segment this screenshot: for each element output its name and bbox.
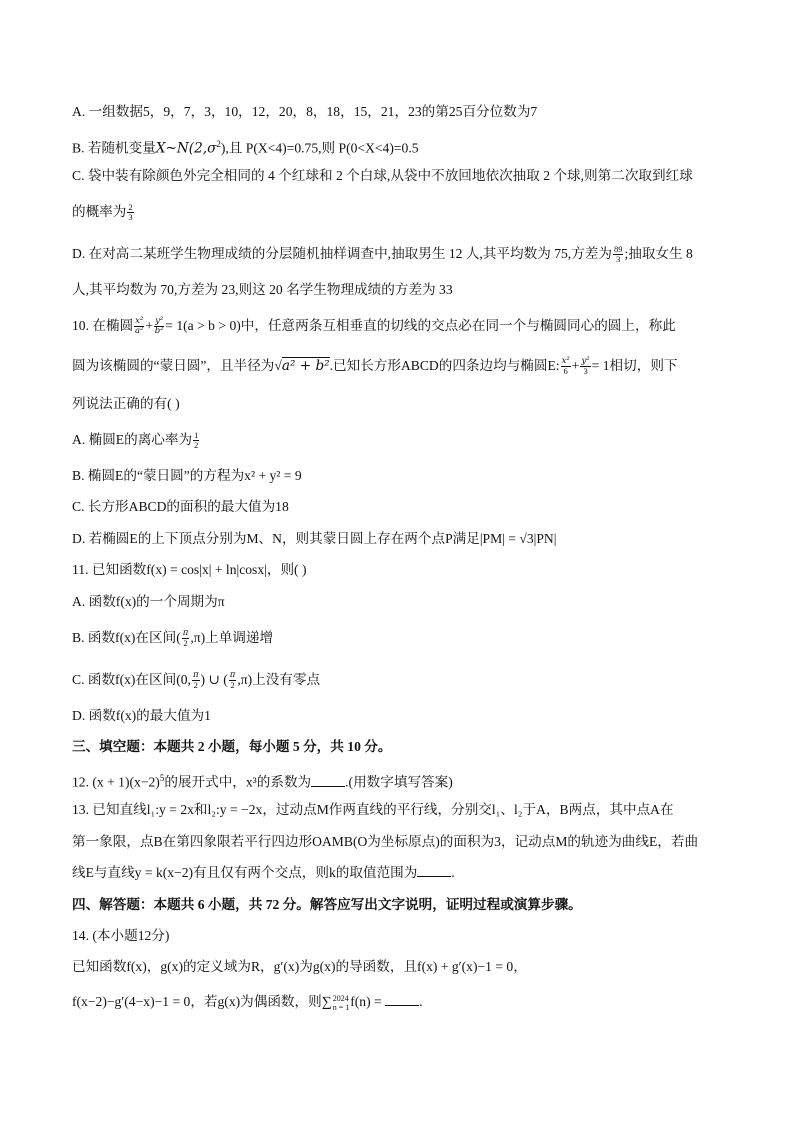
q13-text1: 13. 已知直线l₁:y = 2x和l₂:y = −2x，过动点M作两直线的平行线，分别交l₁、l₂于A，B两点，其中点A在 bbox=[72, 802, 674, 817]
summation-limits bbox=[333, 994, 350, 1012]
q11-option-c-fraction2 bbox=[229, 671, 237, 690]
q13-line1 bbox=[72, 800, 734, 820]
q9-option-b-text: B. 若随机变量 bbox=[72, 140, 156, 156]
summation-lower-limit: n = 1 bbox=[332, 1002, 350, 1012]
q11-option-c bbox=[72, 670, 734, 690]
q10-ellipse-frac2 bbox=[580, 357, 590, 376]
q14-line2 bbox=[72, 992, 734, 1013]
q12-text: 的展开式中，x³的系数为 bbox=[164, 774, 312, 790]
q10-stem-text2: 圆为该椭圆的“蒙日圆”，且半径为 bbox=[72, 358, 275, 373]
section-4-text: 四、解答题：本题共 6 小题，共 72 分。解答应写出文字说明，证明过程或演算步骤。 bbox=[72, 897, 582, 912]
fraction-denominator: b bbox=[154, 326, 161, 337]
q10-option-b-text: B. 椭圆E的“蒙日圆”的方程为x² + y² = 9 bbox=[72, 468, 302, 483]
q14-line1 bbox=[72, 957, 734, 977]
q12-expression: 12. (x + 1)(x−2) bbox=[72, 774, 160, 790]
q9-option-c-text: C. 袋中装有除颜色外完全相同的 4 个红球和 2 个白球,从袋中不放回地依次抽取 2 个球,则第二次取到红球 bbox=[72, 168, 693, 183]
q11-option-b-rest: ,π)上单调递增 bbox=[190, 630, 274, 645]
q14-text2: f(x−2)−g′(4−x)−1 = 0，若g(x)为偶函数，则 bbox=[72, 994, 322, 1009]
fraction-numerator: 1 bbox=[194, 430, 199, 441]
section-3-text: 三、填空题：本题共 2 小题，每小题 5 分，共 10 分。 bbox=[72, 739, 392, 754]
q10-stem-text3: 列说法正确的有( ) bbox=[72, 396, 180, 411]
fraction-numerator: π bbox=[229, 670, 236, 681]
q10-option-d bbox=[72, 529, 734, 549]
q9-option-c-fraction bbox=[127, 203, 133, 222]
q12-exponent: 5 bbox=[159, 773, 165, 783]
q14-head-text: 14. (本小题12分) bbox=[72, 928, 170, 943]
q9-option-a-text: A. 一组数据5，9，7，3，10，12，20，8，18，15，21，23的第25百分位数为7 bbox=[72, 104, 538, 119]
q9-option-a bbox=[72, 102, 734, 122]
q10-option-a bbox=[72, 430, 734, 450]
q11-option-a bbox=[72, 592, 734, 612]
q11-option-d bbox=[72, 706, 734, 726]
q12-text-tail: .(用数字填写答案) bbox=[345, 774, 453, 790]
q11-stem-text: 11. 已知函数f(x) = cos|x| + ln|cosx|，则( ) bbox=[72, 562, 307, 577]
q11-option-b-text: B. 函数f(x)在区间( bbox=[72, 630, 181, 645]
summation-sign: ∑ bbox=[321, 995, 332, 1010]
q10-option-a-text: A. 椭圆E的离心率为 bbox=[72, 432, 193, 447]
q10-stem-text-b: = 1(a > b > 0)中，任意两条互相垂直的切线的交点必在同一个与椭圆同心的圆上，称此 bbox=[165, 318, 676, 333]
fraction-numerator: π bbox=[182, 628, 189, 639]
section-4-heading bbox=[72, 895, 734, 915]
fraction-denominator: 2 bbox=[183, 638, 188, 649]
q10-stem-text: 10. 在椭圆 bbox=[72, 318, 134, 333]
fraction-denominator: 2 bbox=[230, 680, 235, 691]
fraction-numerator: y² bbox=[581, 356, 590, 367]
fraction-denominator: 3 bbox=[128, 212, 133, 223]
fraction-denominator: a bbox=[135, 326, 141, 337]
q10-option-c bbox=[72, 497, 734, 517]
q10-option-c-text: C. 长方形ABCD的面积的最大值为18 bbox=[72, 499, 289, 514]
q14-text1: 已知函数f(x)，g(x)的定义域为R，g′(x)为g(x)的导函数，且f(x) + g′(x)−1 = 0， bbox=[72, 959, 527, 974]
q9-option-d-text: D. 在对高二某班学生物理成绩的分层随机抽样调查中,抽取男生 12 人,其平均数为 75,方差为 bbox=[72, 246, 612, 261]
q10-stem-line3 bbox=[72, 394, 734, 414]
q10-option-b bbox=[72, 466, 734, 486]
fraction-denominator: 2 bbox=[193, 680, 198, 691]
fraction-denominator: 3 bbox=[583, 366, 588, 377]
fraction-numerator: x bbox=[135, 316, 140, 327]
q10-stem-line2: 圆为该椭圆的“蒙日圆”，且半径为√a² + b².已知长方形ABCD的四条边均与椭圆E: $\frac{\text{x²}}{6}$ + $\frac{\text{y²}}{3}$ = 1相切，则下 bbox=[72, 356, 678, 377]
fraction-numerator: 2 bbox=[128, 202, 133, 213]
fraction-numerator: π bbox=[192, 670, 199, 681]
q11-option-b-fraction bbox=[182, 629, 190, 648]
q10-stem-text2c: = 1相切，则下 bbox=[591, 358, 678, 373]
q10-stem-line1: 10. 在椭圆 $\frac{\text{x²}}{\text{a²}}$ + $\frac{\text{y²}}{\text{b²}}$ = 1(a > b > 0)中，任意两条互相垂直的切线的交点必在同一个与椭圆同心的圆上，称此 bbox=[72, 316, 676, 337]
q9-option-b-math: X~N(2,σ bbox=[155, 140, 217, 157]
q11-option-a-text: A. 函数f(x)的一个周期为π bbox=[72, 594, 225, 609]
q12-line bbox=[72, 768, 734, 793]
q10-option-d-text: D. 若椭圆E的上下顶点分别为M、N，则其蒙日圆上存在两个点P满足|PM| = √3|PN| bbox=[72, 531, 557, 546]
q9-option-c-line1 bbox=[72, 166, 734, 186]
q10-stem-text2b: .已知长方形ABCD的四条边均与椭圆E: bbox=[329, 358, 560, 373]
q9-option-b bbox=[72, 134, 734, 159]
q9-option-c-line2 bbox=[72, 202, 734, 222]
q13-text2: 第一象限，点B在第四象限若平行四边形OAMB(O为坐标原点)的面积为3，记动点M的轨迹为曲线E，若曲 bbox=[72, 834, 699, 849]
q11-option-c-text: C. 函数f(x)在区间(0, bbox=[72, 672, 191, 687]
q10-fraction-x: $\frac{\text{x²}}{\text{a²}}$ bbox=[135, 316, 144, 337]
fraction-denominator: 6 bbox=[563, 366, 568, 377]
fraction-numerator: x² bbox=[561, 356, 570, 367]
q10-fraction-y: $\frac{\text{y²}}{\text{b²}}$ bbox=[154, 316, 164, 337]
q9-option-d-fraction bbox=[613, 245, 624, 264]
q9-option-c-text2: 的概率为 bbox=[72, 204, 127, 219]
q9-option-d-line2 bbox=[72, 280, 734, 300]
q14-answer-blank[interactable] bbox=[385, 993, 419, 1006]
q11-option-c-fraction1 bbox=[192, 671, 200, 690]
q9-option-b-rest: ),且 P(X<4)=0.75,则 P(0<X<4)=0.5 bbox=[220, 140, 419, 156]
section-3-heading bbox=[72, 737, 734, 757]
q11-option-d-text: D. 函数f(x)的最大值为1 bbox=[72, 708, 211, 723]
q13-line2 bbox=[72, 832, 734, 852]
q12-answer-blank[interactable] bbox=[311, 774, 345, 787]
q10-option-a-fraction bbox=[193, 431, 199, 450]
q13-text3-tail: . bbox=[451, 865, 455, 880]
q14-text2b: f(n) = bbox=[350, 994, 386, 1009]
summation-upper-limit: 2024 bbox=[332, 993, 349, 1003]
q10-sqrt-expression: a² + b² bbox=[281, 358, 330, 374]
q9-option-d-text2: 人,其平均数为 70,方差为 23,则这 20 名学生物理成绩的方差为 33 bbox=[72, 282, 453, 297]
q11-option-b bbox=[72, 628, 734, 648]
q11-option-c-rest: ,π)上没有零点 bbox=[237, 672, 321, 687]
q9-option-b-sup: 2 bbox=[216, 139, 221, 149]
q14-text2-tail: . bbox=[419, 994, 423, 1009]
q13-text3: 线E与直线y = k(x−2)有且仅有两个交点，则k的取值范围为 bbox=[72, 865, 418, 880]
fraction-denominator: 3 bbox=[616, 254, 621, 265]
q11-stem bbox=[72, 560, 734, 580]
q11-option-c-union: ) ∪ ( bbox=[200, 672, 228, 687]
fraction-denominator: 2 bbox=[194, 440, 199, 451]
fraction-numerator: y bbox=[155, 316, 160, 327]
q13-answer-blank[interactable] bbox=[417, 864, 451, 877]
fraction-numerator: 89 bbox=[613, 244, 623, 255]
q13-line3 bbox=[72, 863, 734, 883]
q14-header bbox=[72, 926, 734, 946]
q10-ellipse-frac1 bbox=[561, 357, 571, 376]
q9-option-d-line1 bbox=[72, 244, 734, 264]
q9-option-d-text-b: ;抽取女生 8 bbox=[624, 246, 693, 261]
